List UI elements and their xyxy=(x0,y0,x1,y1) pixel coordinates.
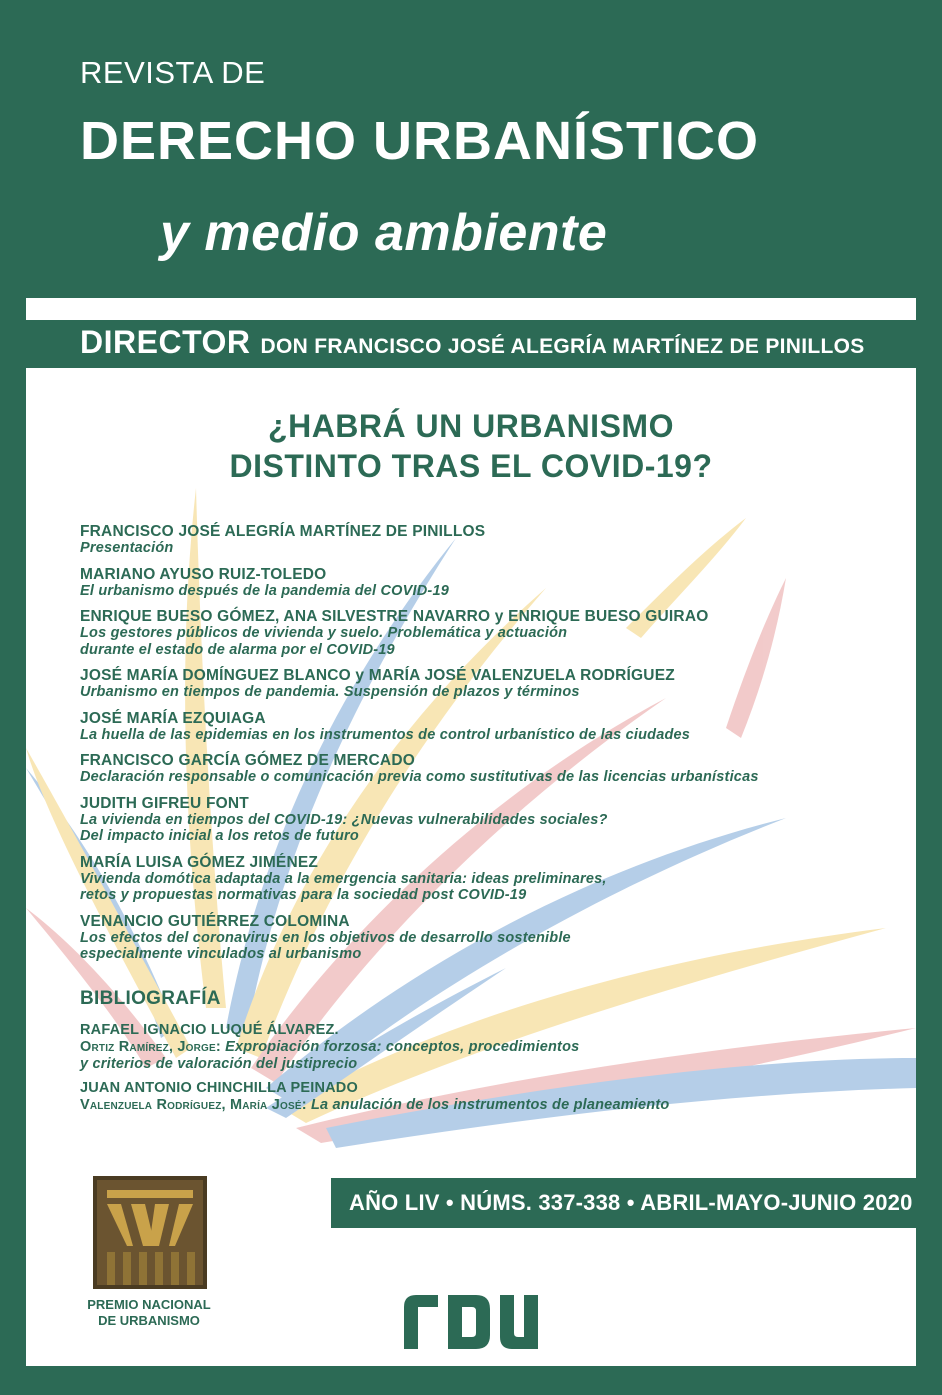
article-list xyxy=(80,523,900,972)
article-item xyxy=(80,523,900,557)
journal-title: DERECHO URBANÍSTICO xyxy=(80,111,760,171)
contents-panel xyxy=(26,368,916,1366)
article-item xyxy=(80,795,900,845)
book-title: La anulación de los instrumentos de planeamiento xyxy=(310,1097,670,1113)
article-author: FRANCISCO JOSÉ ALEGRÍA MARTÍNEZ DE PINILLOS xyxy=(80,523,486,540)
book-author: Ortiz Ramírez, Jorge: xyxy=(80,1039,221,1055)
article-author: MARÍA LUISA GÓMEZ JIMÉNEZ xyxy=(80,853,319,871)
bibliography-book xyxy=(80,1039,900,1056)
journal-pre-title: REVISTA DE xyxy=(80,55,266,90)
article-title: Urbanismo en tiempos de pandemia. Suspensión de plazos y términos xyxy=(80,684,580,700)
article-item xyxy=(80,667,900,701)
article-title: Declaración responsable o comunicación previa como sustitutivas de las licencias urbanísticas xyxy=(80,769,759,785)
article-title: Los gestores públicos de vivienda y suelo. Problemática y actuación xyxy=(80,625,568,641)
article-item xyxy=(80,752,900,786)
issue-info: AÑO LIV • NÚMS. 337-338 • ABRIL-MAYO-JUNIO 2020 xyxy=(349,1190,913,1215)
article-item xyxy=(80,566,900,600)
article-title-cont: retos y propuestas normativas para la sociedad post COVID-19 xyxy=(80,887,527,903)
article-title-cont: durante el estado de alarma por el COVID-19 xyxy=(80,641,395,658)
article-author: FRANCISCO GARCÍA GÓMEZ DE MERCADO xyxy=(80,752,415,769)
bibliography-reviewer: RAFAEL IGNACIO LUQUÉ ÁLVAREZ. xyxy=(80,1022,339,1038)
book-title: Expropiación forzosa: conceptos, procedimientos xyxy=(225,1039,580,1055)
contents xyxy=(26,368,916,1366)
article-title: Vivienda domótica adaptada a la emergencia sanitaria: ideas preliminares, xyxy=(80,870,607,887)
bibliography-book xyxy=(80,1097,900,1114)
rdu-logo-icon xyxy=(404,1293,538,1349)
article-title: La huella de las epidemias en los instrumentos de control urbanístico de las ciudades xyxy=(80,726,691,743)
article-item xyxy=(80,854,900,904)
article-author: JOSÉ MARÍA EZQUIAGA xyxy=(80,709,266,727)
article-title: El urbanismo después de la pandemia del COVID-19 xyxy=(80,582,449,599)
bibliography-heading: BIBLIOGRAFÍA xyxy=(80,988,221,1009)
journal-subtitle: y medio ambiente xyxy=(160,204,608,262)
bibliography-reviewer: JUAN ANTONIO CHINCHILLA PEINADO xyxy=(80,1080,358,1096)
divider-strip xyxy=(26,298,916,320)
director-name: DON FRANCISCO JOSÉ ALEGRÍA MARTÍNEZ DE PINILLOS xyxy=(260,335,865,358)
award-w-emblem-icon xyxy=(93,1176,207,1289)
issue-theme-line2: DISTINTO TRAS EL COVID-19? xyxy=(229,448,713,484)
article-item xyxy=(80,710,900,744)
award-caption-line2: DE URBANISMO xyxy=(98,1313,200,1328)
bibliography-list xyxy=(80,1022,900,1121)
article-author: MARIANO AYUSO RUIZ-TOLEDO xyxy=(80,565,327,583)
director-label: DIRECTOR xyxy=(80,324,251,360)
award-caption-line1: PREMIO NACIONAL xyxy=(87,1297,211,1312)
article-author: ENRIQUE BUESO GÓMEZ, ANA SILVESTRE NAVARRO y ENRIQUE BUESO GUIRAO xyxy=(80,608,709,625)
director-line xyxy=(80,324,865,361)
article-title: Presentación xyxy=(80,540,174,556)
issue-theme-title xyxy=(26,406,916,486)
issue-info-bar xyxy=(331,1178,916,1228)
article-item xyxy=(80,913,900,963)
article-author: JOSÉ MARÍA DOMÍNGUEZ BLANCO y MARÍA JOSÉ VALENZUELA RODRÍGUEZ xyxy=(80,667,675,684)
issue-theme-line1: ¿HABRÁ UN URBANISMO xyxy=(268,408,674,444)
article-title-cont: Del impacto inicial a los retos de futuro xyxy=(80,828,359,844)
article-title: La vivienda en tiempos del COVID-19: ¿Nuevas vulnerabilidades sociales? xyxy=(80,811,608,828)
book-title-cont: y criterios de valoración del justiprecio xyxy=(80,1056,358,1072)
article-item xyxy=(80,608,900,658)
book-author: Valenzuela Rodríguez, María José: xyxy=(80,1097,307,1113)
bibliography-entry xyxy=(80,1022,900,1073)
article-title: Los efectos del coronavirus en los objetivos de desarrollo sostenible xyxy=(80,929,571,946)
article-author: VENANCIO GUTIÉRREZ COLOMINA xyxy=(80,912,350,930)
award-caption xyxy=(69,1297,229,1329)
bibliography-entry xyxy=(80,1080,900,1114)
article-author: JUDITH GIFREU FONT xyxy=(80,794,249,812)
article-title-cont: especialmente vinculados al urbanismo xyxy=(80,946,362,962)
